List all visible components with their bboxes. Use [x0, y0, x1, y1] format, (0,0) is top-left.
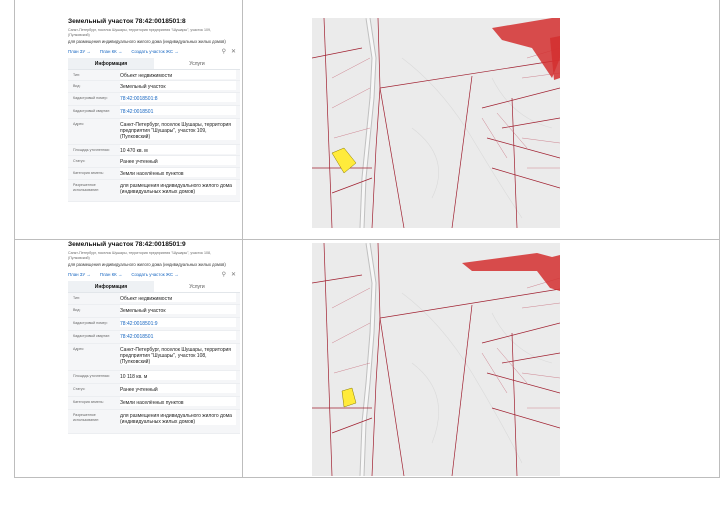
- row-status: [68, 156, 240, 168]
- row-cadastral-number: [68, 318, 240, 331]
- tab-services[interactable]: Услуги: [189, 60, 205, 67]
- row-value: Земельный участок: [120, 81, 236, 90]
- row-area: [68, 371, 240, 384]
- close-icon[interactable]: ✕: [230, 271, 236, 278]
- card-tabs: [68, 58, 240, 70]
- card-purpose-line: для размещения индивидуального жилого дома (индивидуальных жилых домов): [68, 39, 226, 45]
- parcel-info-card-1: [68, 18, 240, 202]
- row-label: Вид:: [73, 84, 81, 89]
- row-address: [68, 344, 240, 371]
- tab-information[interactable]: Информация: [68, 58, 154, 69]
- card-address-line: Санкт-Петербург, поселок Шушары, территория предприятия "Шушары", участок 109, (Пулковский): [68, 28, 211, 37]
- row-value: Объект недвижимости: [120, 70, 236, 79]
- row-label: Категория земель:: [73, 400, 104, 405]
- row-permitted-use: [68, 410, 240, 434]
- row-address: [68, 119, 240, 145]
- row-label: Разрешенное использование:: [73, 183, 100, 192]
- row-label: Площадь уточненная:: [73, 374, 110, 379]
- row-kind: [68, 81, 240, 93]
- create-parcel-link[interactable]: Создать участок ЖС →: [131, 49, 179, 55]
- row-type: [68, 293, 240, 305]
- cadastral-number-link[interactable]: 78:42:0018501:8: [120, 93, 236, 102]
- row-label: Кадастровый номер:: [73, 321, 108, 326]
- cadastral-quarter-link[interactable]: 78:42:0018501: [120, 331, 236, 340]
- row-label: Категория земель:: [73, 171, 104, 176]
- row-label: Статус:: [73, 387, 86, 392]
- row-land-category: [68, 168, 240, 180]
- row-label: Адрес:: [73, 347, 85, 352]
- info-rows: [68, 70, 240, 202]
- row-value: Санкт-Петербург, поселок Шушары, территория предприятия "Шушары", участок 108, (Пулковский): [120, 344, 236, 365]
- zoom-icon[interactable]: ⚲: [221, 48, 226, 55]
- card-links: [68, 270, 240, 279]
- row-permitted-use: [68, 180, 240, 202]
- plan-kk-link[interactable]: План КК →: [99, 272, 123, 278]
- zoom-icon[interactable]: ⚲: [221, 271, 226, 278]
- row-label: Площадь уточненная:: [73, 148, 110, 153]
- row-value: Ранее учтенный: [120, 384, 236, 393]
- cadastral-map-1[interactable]: [312, 18, 560, 228]
- table-divider-horizontal: [14, 239, 720, 240]
- row-label: Вид:: [73, 308, 81, 313]
- info-rows: [68, 293, 240, 434]
- row-land-category: [68, 397, 240, 410]
- row-label: Статус:: [73, 159, 86, 164]
- card-tabs: [68, 281, 240, 293]
- create-parcel-link[interactable]: Создать участок ЖС →: [131, 272, 179, 278]
- row-value: Земли населённых пунктов: [120, 168, 236, 177]
- row-label: Тип:: [73, 73, 80, 78]
- row-cadastral-quarter: [68, 106, 240, 119]
- card-title: Земельный участок 78:42:0018501:8: [68, 18, 186, 25]
- row-value: 10 470 кв. м: [120, 145, 236, 154]
- map-canvas: [312, 243, 560, 476]
- row-value: 10 118 кв. м: [120, 371, 236, 380]
- map-canvas: [312, 18, 560, 228]
- card-title: Земельный участок 78:42:0018501:9: [68, 241, 186, 248]
- row-value: Ранее учтенный: [120, 156, 236, 165]
- row-value: для размещения индивидуального жилого дома (индивидуальных жилых домов): [120, 410, 236, 425]
- row-value: Объект недвижимости: [120, 293, 236, 302]
- row-kind: [68, 305, 240, 318]
- row-label: Кадастровый квартал:: [73, 109, 111, 114]
- row-label: Кадастровый квартал:: [73, 334, 111, 339]
- row-cadastral-quarter: [68, 331, 240, 344]
- row-label: Тип:: [73, 296, 80, 301]
- row-label: Разрешенное использование:: [73, 413, 100, 422]
- row-value: для размещения индивидуального жилого дома (индивидуальных жилых домов): [120, 180, 236, 195]
- close-icon[interactable]: ✕: [230, 48, 236, 55]
- row-value: Земельный участок: [120, 305, 236, 314]
- card-address-line: Санкт-Петербург, поселок Шушары, территория предприятия "Шушары", участок 108, (Пулковский): [68, 251, 211, 260]
- row-status: [68, 384, 240, 397]
- parcel-info-card-2: [68, 241, 240, 434]
- card-links: [68, 47, 240, 56]
- plan-zu-link[interactable]: План ЗУ →: [68, 272, 91, 278]
- card-purpose-line: для размещения индивидуального жилого дома (индивидуальных жилых домов): [68, 262, 226, 268]
- cadastral-number-link[interactable]: 78:42:0018501:9: [120, 318, 236, 327]
- row-value: Земли населённых пунктов: [120, 397, 236, 406]
- cadastral-map-2[interactable]: [312, 243, 560, 476]
- row-type: [68, 70, 240, 81]
- row-area: [68, 145, 240, 156]
- plan-kk-link[interactable]: План КК →: [99, 49, 123, 55]
- row-value: Санкт-Петербург, поселок Шушары, территория предприятия "Шушары", участок 109, (Пулковский): [120, 119, 236, 140]
- cadastral-quarter-link[interactable]: 78:42:0018501: [120, 106, 236, 115]
- row-label: Адрес:: [73, 122, 85, 127]
- plan-zu-link[interactable]: План ЗУ →: [68, 49, 91, 55]
- row-label: Кадастровый номер:: [73, 96, 108, 101]
- row-cadastral-number: [68, 93, 240, 106]
- tab-services[interactable]: Услуги: [189, 283, 205, 290]
- tab-information[interactable]: Информация: [68, 281, 154, 292]
